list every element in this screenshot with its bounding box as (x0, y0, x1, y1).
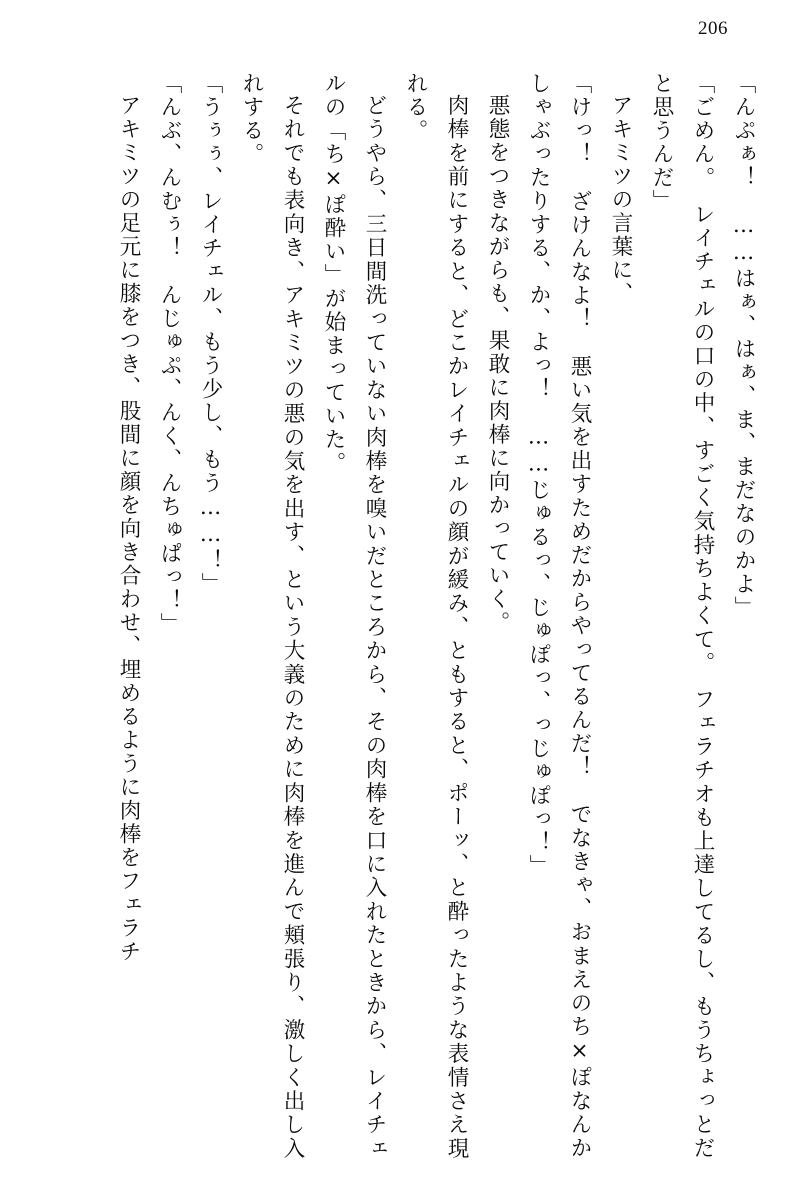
paragraph: 「うぅぅ、レイチェル、もう少し、もう……！」 (198, 72, 223, 596)
paragraph: 「んぷぁ！ ……はぁ、はぁ、ま、まだなのかよ」 (731, 72, 756, 620)
paragraph: 「けっ！ ざけんなよ！ 悪い気を出すためだからやってるんだ！ でなきゃ、おまえのち×ぽなんかしゃぶったりする、か、よっ！ ……じゅるっ、じゅぽっ、っじゅぽっ！」 (526, 72, 592, 1160)
page-text-body (40, 72, 764, 1160)
paragraph: どうやら、三日間洗っていない肉棒を嗅いだところから、その肉棒を口に入れたときから、レイチェルの「ち×ぽ酔い」が始まっていた。 (321, 72, 387, 1160)
paragraph: アキミツの足元に膝をつき、股間に顔を向き合わせ、埋めるように肉棒をフェラチ (116, 93, 141, 963)
paragraph: アキミツの言葉に、 (608, 93, 633, 305)
paragraph: 肉棒を前にすると、どこかレイチェルの顔が緩み、ともすると、ポーッ、と酔ったような表情さえ現れる。 (403, 72, 469, 1160)
paragraph: それでも表向き、アキミツの悪の気を出す、という大義のために肉棒を進んで頬張り、激しく出し入れする。 (239, 72, 305, 1160)
paragraph: 「ごめん。 レイチェルの口の中、すごく気持ちよくて。 フェラチオも上達してるし、もうちょっとだと思うんだ」 (649, 72, 715, 1160)
paragraph: 「んぶ、んむぅ！ んじゅぷ、んく、んちゅぱっ！」 (157, 72, 182, 636)
page-number: 206 (698, 18, 728, 39)
paragraph: 悪態をつきながらも、果敢に肉棒に向かっていく。 (485, 93, 510, 634)
